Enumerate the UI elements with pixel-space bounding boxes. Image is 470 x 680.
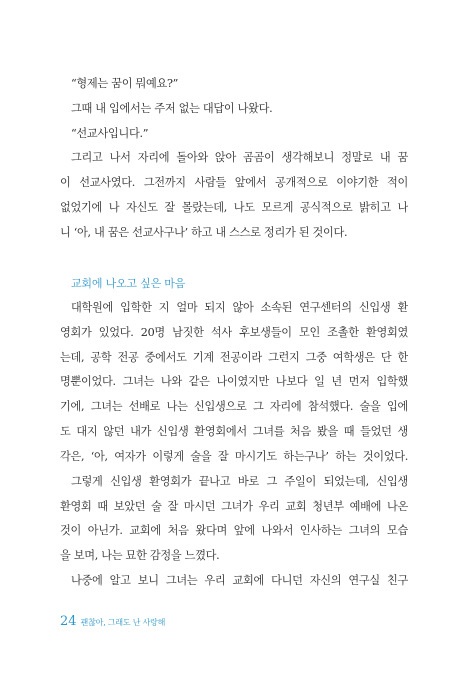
body-line: 기에, 그녀는 선배로 나는 신입생으로 그 자리에 참석했다. 술을 입에: [60, 400, 408, 413]
body-line: 대학원에 입학한 지 얼마 되지 않아 소속된 연구센터의 신입생 환: [71, 301, 408, 314]
body-line: 영회가 있었다. 20명 남짓한 석사 후보생들이 모인 조촐한 환영회였: [60, 326, 408, 339]
body-line: 그렇게 신입생 환영회가 끝나고 바로 그 주일이 되었는데, 신입생: [71, 475, 408, 488]
body-line: 명뿐이었다. 그녀는 나와 같은 나이였지만 나보다 일 년 먼저 입학했: [60, 375, 408, 388]
body-line: 그때 내 입에서는 주저 없는 대답이 나왔다.: [71, 102, 273, 115]
body-line: 니 ‘아, 내 꿈은 선교사구나’ 하고 내 스스로 정리가 된 것이다.: [60, 226, 348, 239]
body-line: 환영회 때 보았던 술 잘 마시던 그녀가 우리 교회 청년부 예배에 나온: [60, 500, 408, 513]
body-line: 나중에 알고 보니 그녀는 우리 교회에 다니던 자신의 연구실 친구: [71, 574, 408, 587]
body-line: “형제는 꿈이 뭐예요?”: [71, 77, 179, 90]
body-line: 을 보며, 나는 묘한 감정을 느꼈다.: [60, 549, 220, 562]
page-number: 24: [60, 614, 77, 629]
body-line: 각은, ‘아, 여자가 이렇게 술을 잘 마시기도 하는구나’ 하는 것이었다.: [60, 450, 408, 463]
running-title: 괜찮아, 그래도 난 사랑해: [80, 618, 166, 627]
body-line: 이 선교사였다. 그전까지 사람들 앞에서 공개적으로 이야기한 적이: [60, 176, 408, 189]
body-line: 도 대지 않던 내가 신입생 환영회에서 그녀를 처음 봤을 때 들었던 생: [60, 425, 408, 438]
section-title: 교회에 나오고 싶은 마음: [71, 277, 186, 290]
body-line: 그리고 나서 자리에 돌아와 앉아 곰곰이 생각해보니 정말로 내 꿈: [71, 151, 408, 164]
body-line: 없었기에 나 자신도 잘 몰랐는데, 나도 모르게 공식적으로 밝히고 나: [60, 201, 408, 214]
body-line: 는데, 공학 전공 중에서도 기계 전공이라 그런지 그중 여학생은 단 한: [60, 351, 408, 364]
body-line: 것이 아닌가. 교회에 처음 왔다며 앞에 나와서 인사하는 그녀의 모습: [60, 524, 408, 537]
page-footer: [60, 614, 165, 629]
body-line: “선교사입니다.”: [71, 127, 149, 140]
